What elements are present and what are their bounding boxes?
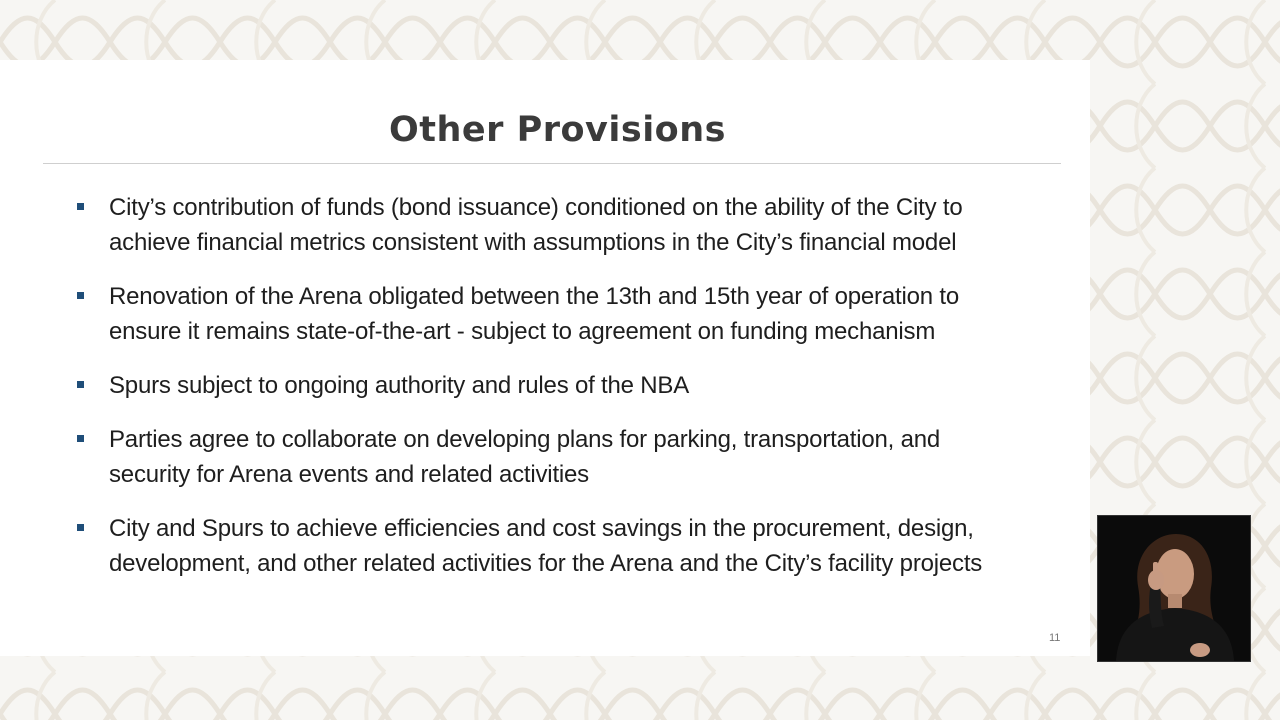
slide-content	[0, 60, 1090, 656]
square-bullet-icon	[77, 292, 84, 299]
title-divider	[43, 163, 1061, 164]
bullet-line: achieve financial metrics consistent with assumptions in the City’s financial model	[109, 229, 957, 256]
bullet-line: development, and other related activities for the Arena and the City’s facility projects	[109, 550, 983, 577]
slide-title: Other Provisions	[389, 110, 726, 150]
bullet-line: Renovation of the Arena obligated between the 13th and 15th year of operation to	[109, 283, 959, 310]
bullet-line: Spurs subject to ongoing authority and rules of the NBA	[109, 372, 690, 399]
bullet-item	[77, 511, 1037, 581]
bullet-item	[77, 190, 1037, 260]
bullet-line: ensure it remains state-of-the-art - subject to agreement on funding mechanism	[109, 318, 936, 345]
interpreter-video	[1097, 515, 1251, 662]
bullet-list	[77, 190, 1037, 600]
bullet-line: City’s contribution of funds (bond issuance) conditioned on the ability of the City to	[109, 194, 963, 221]
page-number: 11	[1049, 632, 1061, 644]
bullet-line: City and Spurs to achieve efficiencies and cost savings in the procurement, design,	[109, 515, 974, 542]
square-bullet-icon	[77, 203, 84, 210]
square-bullet-icon	[77, 381, 84, 388]
square-bullet-icon	[77, 524, 84, 531]
square-bullet-icon	[77, 435, 84, 442]
bullet-item	[77, 279, 1037, 349]
bullet-item	[77, 422, 1037, 492]
bullet-item	[77, 368, 1037, 403]
bullet-line: security for Arena events and related activities	[109, 461, 589, 488]
sign-language-interpreter-icon	[1098, 516, 1250, 661]
bullet-line: Parties agree to collaborate on developing plans for parking, transportation, and	[109, 426, 941, 453]
